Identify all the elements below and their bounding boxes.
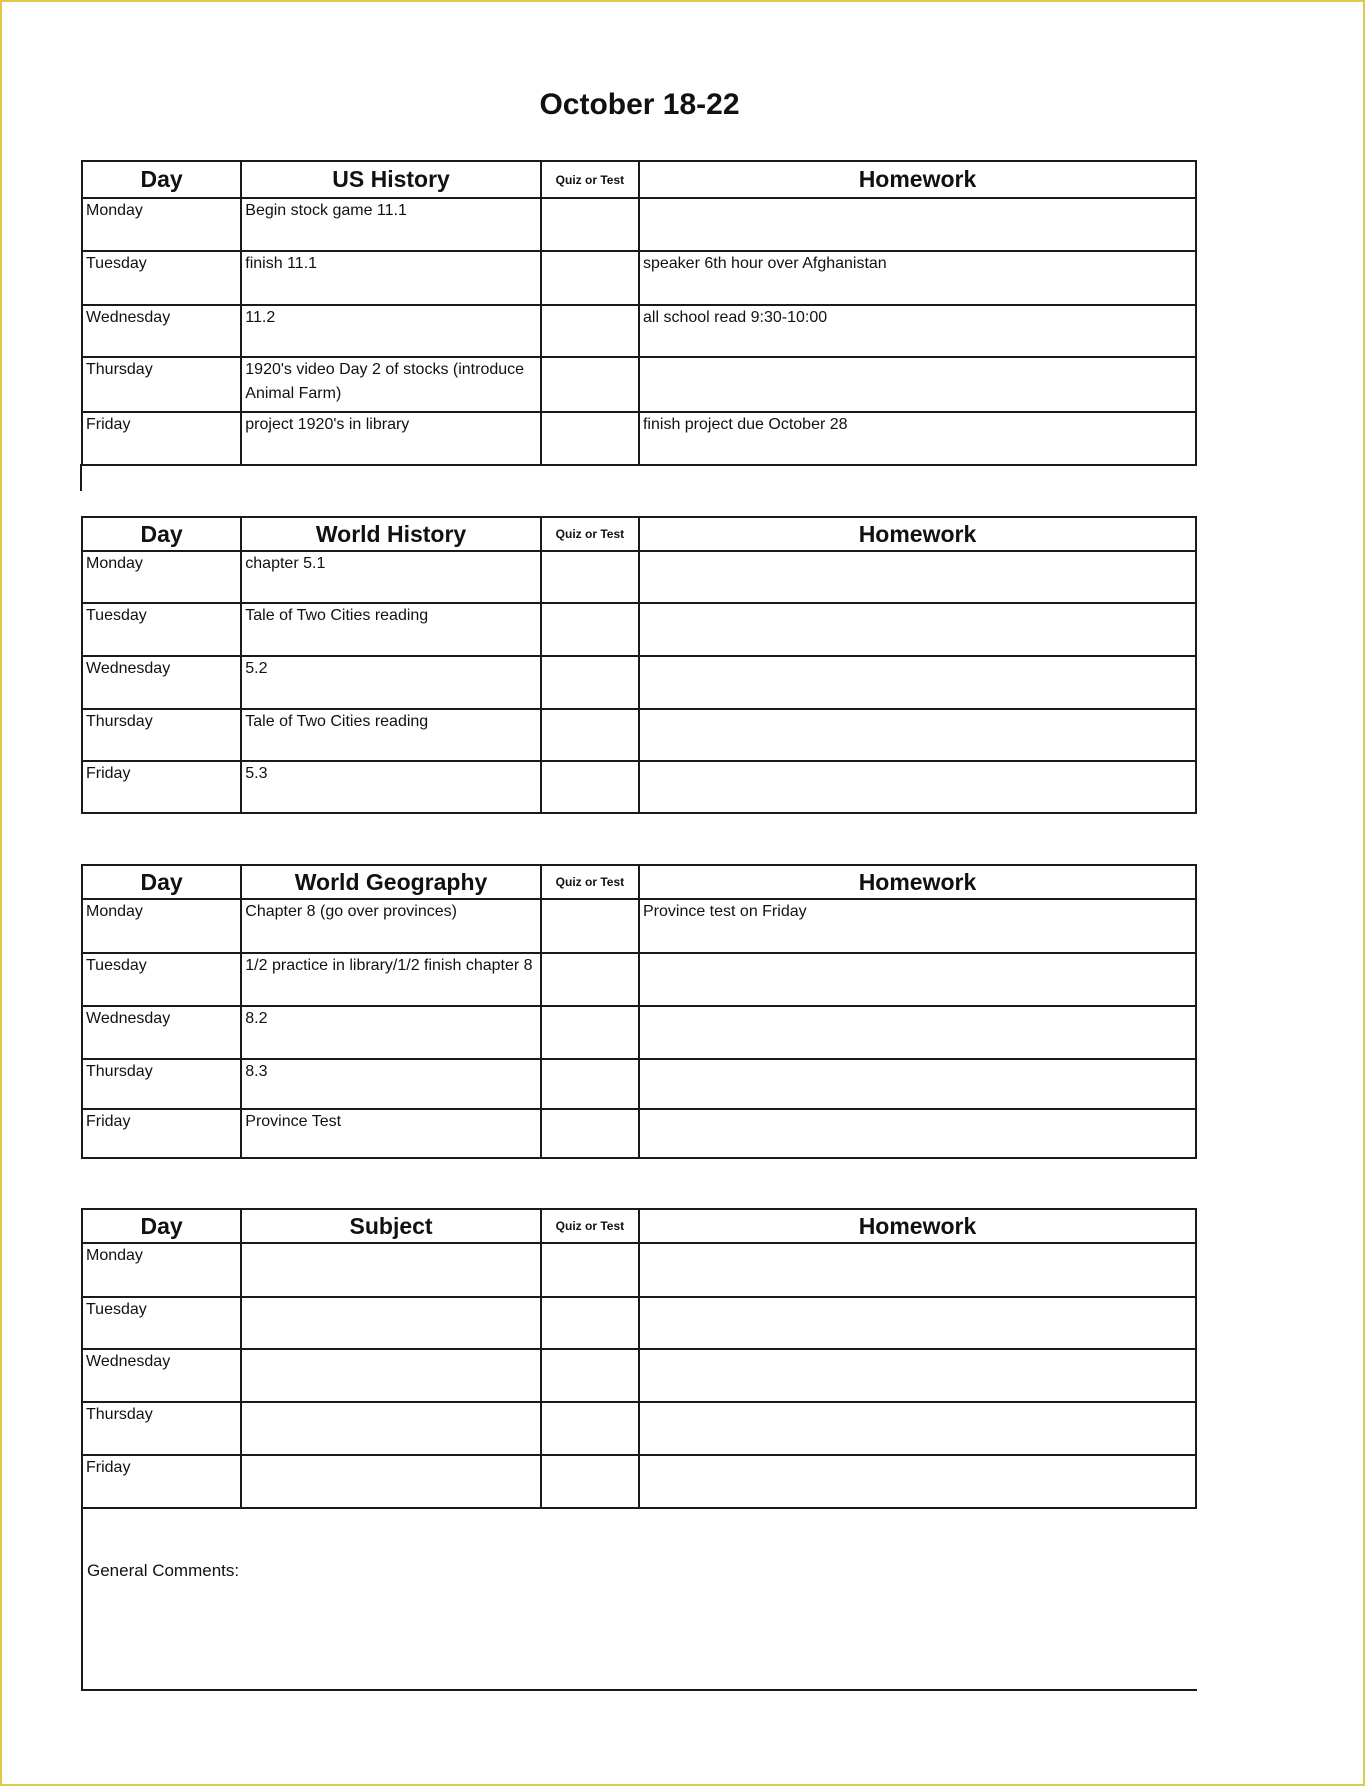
quiz-cell [541, 1243, 639, 1297]
table-row [82, 1297, 1196, 1349]
homework-cell [639, 198, 1196, 251]
table-row [82, 1059, 1196, 1109]
table-row [82, 1109, 1196, 1158]
quiz-header: Quiz or Test [541, 161, 639, 198]
quiz-cell [541, 1455, 639, 1508]
day-cell: Wednesday [82, 1349, 241, 1402]
lesson-cell: chapter 5.1 [241, 551, 541, 603]
table-row [82, 761, 1196, 813]
lesson-cell: Begin stock game 11.1 [241, 198, 541, 251]
quiz-cell [541, 953, 639, 1006]
day-cell: Monday [82, 198, 241, 251]
world-geography-table [81, 864, 1197, 1159]
day-header: Day [82, 865, 241, 899]
day-cell: Thursday [82, 709, 241, 761]
homework-header: Homework [639, 1209, 1196, 1243]
homework-header: Homework [639, 517, 1196, 551]
subject-header: Subject [241, 1209, 541, 1243]
quiz-cell [541, 656, 639, 709]
homework-cell [639, 1297, 1196, 1349]
table-row [82, 305, 1196, 357]
quiz-cell [541, 603, 639, 656]
table-row [82, 656, 1196, 709]
quiz-cell [541, 251, 639, 305]
homework-cell [639, 656, 1196, 709]
homework-cell [639, 551, 1196, 603]
day-cell: Monday [82, 551, 241, 603]
quiz-cell [541, 761, 639, 813]
day-cell: Monday [82, 899, 241, 953]
table-row [82, 1402, 1196, 1455]
lesson-cell: Chapter 8 (go over provinces) [241, 899, 541, 953]
lesson-cell: Tale of Two Cities reading [241, 709, 541, 761]
day-cell: Wednesday [82, 1006, 241, 1059]
quiz-cell [541, 305, 639, 357]
lesson-cell: 8.2 [241, 1006, 541, 1059]
day-cell: Tuesday [82, 1297, 241, 1349]
day-cell: Friday [82, 412, 241, 465]
table-row [82, 899, 1196, 953]
lesson-cell: finish 11.1 [241, 251, 541, 305]
quiz-cell [541, 357, 639, 412]
general-comments-box [81, 1506, 1197, 1691]
quiz-cell [541, 1297, 639, 1349]
lesson-cell [241, 1243, 541, 1297]
homework-cell [639, 709, 1196, 761]
lesson-cell: 8.3 [241, 1059, 541, 1109]
quiz-header: Quiz or Test [541, 517, 639, 551]
quiz-cell [541, 1402, 639, 1455]
day-cell: Wednesday [82, 656, 241, 709]
homework-cell [639, 1455, 1196, 1508]
table-row [82, 551, 1196, 603]
homework-cell [639, 1006, 1196, 1059]
table-left-rule [80, 464, 82, 491]
table-row [82, 1349, 1196, 1402]
day-cell: Tuesday [82, 603, 241, 656]
homework-cell [639, 1349, 1196, 1402]
day-header: Day [82, 517, 241, 551]
table-row [82, 357, 1196, 412]
day-cell: Friday [82, 761, 241, 813]
day-cell: Tuesday [82, 251, 241, 305]
table-row [82, 198, 1196, 251]
homework-cell [639, 1402, 1196, 1455]
homework-cell: all school read 9:30-10:00 [639, 305, 1196, 357]
quiz-header: Quiz or Test [541, 865, 639, 899]
lesson-cell: project 1920's in library [241, 412, 541, 465]
quiz-cell [541, 1006, 639, 1059]
quiz-cell [541, 1109, 639, 1158]
day-cell: Thursday [82, 1402, 241, 1455]
day-cell: Friday [82, 1455, 241, 1508]
table-row [82, 1455, 1196, 1508]
homework-cell [639, 1059, 1196, 1109]
subject-header: US History [241, 161, 541, 198]
homework-cell [639, 761, 1196, 813]
lesson-cell [241, 1349, 541, 1402]
table-row [82, 709, 1196, 761]
lesson-cell: 5.3 [241, 761, 541, 813]
lesson-cell: 11.2 [241, 305, 541, 357]
table-row [82, 603, 1196, 656]
table-row [82, 412, 1196, 465]
day-cell: Tuesday [82, 953, 241, 1006]
page-title: October 18-22 [539, 88, 740, 121]
general-comments-label: General Comments: [87, 1561, 240, 1580]
day-cell: Wednesday [82, 305, 241, 357]
homework-cell [639, 1243, 1196, 1297]
subject-table [81, 1208, 1197, 1509]
table-row [82, 953, 1196, 1006]
us-history-table [81, 160, 1197, 466]
day-header: Day [82, 1209, 241, 1243]
day-header: Day [82, 161, 241, 198]
lesson-cell [241, 1297, 541, 1349]
lesson-cell: 5.2 [241, 656, 541, 709]
subject-header: World Geography [241, 865, 541, 899]
quiz-cell [541, 198, 639, 251]
quiz-cell [541, 709, 639, 761]
quiz-cell [541, 899, 639, 953]
day-cell: Thursday [82, 1059, 241, 1109]
homework-cell [639, 953, 1196, 1006]
quiz-cell [541, 1059, 639, 1109]
subject-header: World History [241, 517, 541, 551]
day-cell: Monday [82, 1243, 241, 1297]
world-history-table [81, 516, 1197, 814]
lesson-cell: 1/2 practice in library/1/2 finish chapter 8 [241, 953, 541, 1006]
quiz-cell [541, 551, 639, 603]
lesson-cell [241, 1402, 541, 1455]
quiz-cell [541, 1349, 639, 1402]
homework-cell: finish project due October 28 [639, 412, 1196, 465]
lesson-cell: 1920's video Day 2 of stocks (introduce Animal Farm) [241, 357, 541, 412]
lesson-cell [241, 1455, 541, 1508]
homework-cell: Province test on Friday [639, 899, 1196, 953]
table-row [82, 251, 1196, 305]
table-row [82, 1006, 1196, 1059]
homework-cell [639, 1109, 1196, 1158]
lesson-cell: Province Test [241, 1109, 541, 1158]
homework-cell [639, 357, 1196, 412]
table-row [82, 1243, 1196, 1297]
homework-cell [639, 603, 1196, 656]
lesson-cell: Tale of Two Cities reading [241, 603, 541, 656]
homework-header: Homework [639, 161, 1196, 198]
day-cell: Thursday [82, 357, 241, 412]
day-cell: Friday [82, 1109, 241, 1158]
homework-cell: speaker 6th hour over Afghanistan [639, 251, 1196, 305]
quiz-cell [541, 412, 639, 465]
homework-header: Homework [639, 865, 1196, 899]
quiz-header: Quiz or Test [541, 1209, 639, 1243]
